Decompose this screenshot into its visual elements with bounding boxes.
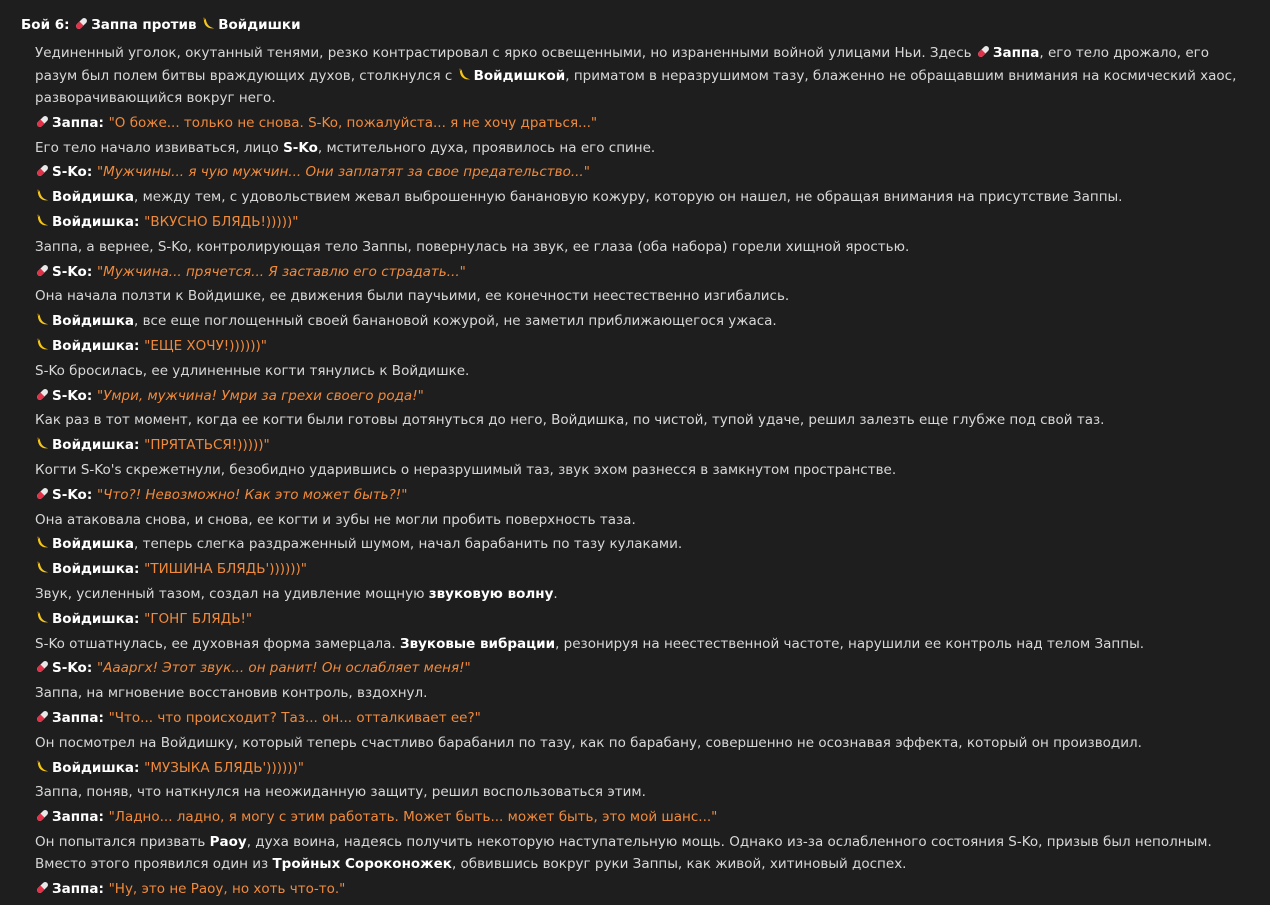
pill-icon (976, 44, 991, 59)
speaker-name: Войдишка (52, 561, 134, 578)
narration-text: Он посмотрел на Войдишку, который теперь счастливо барабанил по тазу, как по барабану, совершенно не осознавая эффекта, который он производил. (35, 734, 1142, 751)
speaker-colon: : (98, 881, 109, 898)
narration-text: S-Ko отшатнулась, ее духовная форма замерцала. (35, 635, 400, 652)
heading-fighter-a: Заппа (91, 17, 138, 33)
dialogue-quote: "Ну, это не Раоу, но хоть что-то." (108, 881, 346, 898)
emphasis-text: Войдишка (52, 189, 134, 206)
narration-text: , резонируя на неестественной частоте, нарушили ее контроль над телом Заппы. (555, 635, 1145, 652)
emphasis-text: Звуковые вибрации (399, 635, 556, 652)
pill-icon (35, 880, 50, 895)
dialogue-line (35, 211, 1250, 234)
pill-icon (35, 486, 50, 501)
speaker-name: Войдишка (52, 337, 134, 354)
narration-text: , между тем, с удовольствием жевал выброшенную банановую кожуру, которую он нашел, не обращая внимания на присутствие Заппы. (134, 189, 1123, 206)
pill-icon (35, 709, 50, 724)
narration-text: S-Ko бросилась, ее удлиненные когти тянулись к Войдишке. (35, 362, 470, 379)
speaker-colon: : (86, 263, 97, 280)
dialogue-quote: "Ладно... ладно, я могу с этим работать. Может быть... может быть, это мой шанс..." (108, 809, 718, 826)
banana-icon (35, 560, 50, 575)
dialogue-line (35, 434, 1250, 457)
narration-line (35, 42, 1250, 110)
dialogue-line (35, 806, 1250, 829)
pill-icon (35, 387, 50, 402)
narration-line (35, 186, 1250, 209)
narration-line (35, 509, 1250, 532)
dialogue-line (35, 657, 1250, 680)
speaker-colon: : (134, 213, 145, 230)
narration-line (35, 732, 1250, 755)
dialogue-quote: "ТИШИНА БЛЯДЬ'))))))" (144, 561, 307, 578)
speaker-name: S-Ko (52, 387, 87, 404)
narration-line (35, 682, 1250, 705)
banana-icon (35, 337, 50, 352)
speaker-name: S-Ko (52, 660, 87, 677)
banana-icon (35, 610, 50, 625)
dialogue-quote: "МУЗЫКА БЛЯДЬ'))))))" (144, 759, 304, 776)
narration-text: Заппа, поняв, что наткнулся на неожиданную защиту, решил воспользоваться этим. (35, 784, 646, 801)
narration-text: , мстительного духа, проявилось на его спине. (317, 139, 656, 156)
speaker-name: S-Ko (52, 263, 87, 280)
dialogue-line (35, 261, 1250, 284)
narration-line (35, 633, 1250, 656)
speaker-colon: : (134, 437, 145, 454)
speaker-colon: : (86, 387, 97, 404)
speaker-name: S-Ko (52, 164, 87, 181)
banana-icon (35, 436, 50, 451)
narration-text: Как раз в тот момент, когда ее когти были готовы дотянуться до него, Войдишка, по чистой, тупой удаче, решил залезть еще глубже под свой таз. (35, 412, 1105, 429)
narration-text: , теперь слегка раздраженный шумом, начал барабанить по тазу кулаками. (134, 536, 683, 553)
narration-line (35, 360, 1250, 383)
pill-icon (35, 659, 50, 674)
narration-line (35, 409, 1250, 432)
emphasis-text: Раоу (209, 833, 247, 850)
narration-text: , его тело дрожало, его разум был полем битвы враждующих духов, столкнулся с (35, 45, 1209, 84)
emphasis-text: S-Ko (283, 139, 318, 156)
dialogue-quote: "ГОНГ БЛЯДЬ!" (144, 610, 253, 627)
narration-line (35, 583, 1250, 606)
speaker-name: Войдишка (52, 610, 134, 627)
speaker-name: Войдишка (52, 759, 134, 776)
battle-heading (21, 14, 1250, 36)
dialogue-quote: "Аааргх! Этот звук... он ранит! Он ослабляет меня!" (96, 660, 471, 677)
dialogue-line (35, 112, 1250, 135)
banana-icon (201, 16, 216, 31)
dialogue-quote: "ПРЯТАТЬСЯ!)))))" (144, 437, 270, 454)
narration-text: , обвившись вокруг руки Заппы, как живой, хитиновый доспех. (451, 856, 907, 873)
narration-text: Звук, усиленный тазом, создал на удивление мощную (35, 585, 429, 602)
narration-text: Когти S-Ko's скрежетнули, безобидно ударившись о неразрушимый таз, звук эхом разнесся в замкнутом пространстве. (35, 461, 897, 478)
dialogue-line (35, 707, 1250, 730)
emphasis-text: Тройных Сороконожек (272, 856, 452, 873)
emphasis-text: Войдишкой (473, 67, 566, 84)
narration-text: Уединенный уголок, окутанный тенями, резко контрастировал с ярко освещенными, но израненными войной улицами Ньи. Здесь (35, 45, 976, 61)
banana-icon (35, 188, 50, 203)
emphasis-text: Войдишка (52, 313, 134, 330)
pill-icon (35, 808, 50, 823)
heading-versus: против (142, 17, 197, 33)
speaker-name: Заппа (52, 114, 99, 131)
dialogue-quote: "ВКУСНО БЛЯДЬ!)))))" (144, 213, 299, 230)
dialogue-line (35, 878, 1250, 901)
dialogue-quote: "ЕЩЕ ХОЧУ!))))))" (144, 337, 268, 354)
pill-icon (35, 263, 50, 278)
heading-fighter-b: Войдишки (218, 17, 301, 33)
dialogue-quote: "Что... что происходит? Таз... он... отталкивает ее?" (108, 709, 481, 726)
heading-prefix: Бой 6: (21, 17, 70, 33)
dialogue-quote: "О боже... только не снова. S-Ko, пожалуйста... я не хочу драться..." (108, 114, 598, 131)
emphasis-text: Войдишка (52, 536, 134, 553)
speaker-name: Заппа (52, 881, 99, 898)
narration-text: . (553, 585, 558, 602)
dialogue-line (35, 484, 1250, 507)
dialogue-line (35, 608, 1250, 631)
pill-icon (74, 16, 89, 31)
banana-icon (35, 535, 50, 550)
pill-icon (35, 163, 50, 178)
banana-icon (35, 213, 50, 228)
dialogue-line (35, 757, 1250, 780)
narration-line (35, 285, 1250, 308)
speaker-colon: : (98, 709, 109, 726)
narration-line (35, 781, 1250, 804)
narration-text: , все еще поглощенный своей банановой кожурой, не заметил приближающегося ужаса. (134, 313, 777, 330)
dialogue-quote: "Мужчина... прячется... Я заставлю его страдать..." (96, 263, 466, 280)
emphasis-text: звуковую волну (428, 585, 554, 602)
narration-line (35, 137, 1250, 160)
narration-text: Она атаковала снова, и снова, ее когти и зубы не могли пробить поверхность таза. (35, 511, 636, 528)
banana-icon (35, 759, 50, 774)
narration-text: Она начала ползти к Войдишке, ее движения были паучьими, ее конечности неестественно изгибались. (35, 288, 790, 305)
speaker-name: Заппа (52, 809, 99, 826)
speaker-colon: : (134, 561, 145, 578)
speaker-name: Войдишка (52, 213, 134, 230)
speaker-name: Войдишка (52, 437, 134, 454)
narration-line (35, 459, 1250, 482)
narration-text: Заппа, а вернее, S-Ko, контролирующая тело Заппы, повернулась на звук, ее глаза (оба набора) горели хищной яростью. (35, 238, 910, 255)
speaker-colon: : (134, 610, 145, 627)
speaker-colon: : (86, 660, 97, 677)
dialogue-quote: "Что?! Невозможно! Как это может быть?!" (96, 486, 408, 503)
narration-text: Его тело начало извиваться, лицо (35, 139, 284, 156)
dialogue-quote: "Мужчины... я чую мужчин... Они заплатят за свое предательство..." (96, 164, 590, 181)
narration-text: Заппа, на мгновение восстановив контроль, вздохнул. (35, 685, 428, 702)
narration-text: , духа воина, надеясь получить некоторую наступательную мощь. Однако из-за ослабленного состояния S-Ko, призыв был неполным. Вместо этого проявился один из (35, 833, 1212, 873)
narration-line (35, 831, 1250, 876)
dialogue-line (35, 558, 1250, 581)
speaker-name: Заппа (52, 709, 99, 726)
dialogue-line (35, 161, 1250, 184)
narration-text: Он попытался призвать (35, 833, 210, 850)
speaker-colon: : (86, 486, 97, 503)
emphasis-text: Заппа (992, 45, 1040, 61)
speaker-colon: : (98, 114, 109, 131)
banana-icon (457, 67, 472, 82)
narration-line (35, 310, 1250, 333)
narration-line (35, 533, 1250, 556)
speaker-name: S-Ko (52, 486, 87, 503)
banana-icon (35, 312, 50, 327)
narration-text: , приматом в неразрушимом тазу, блаженно не обращавшим внимания на космический хаос, разворачивающийся вокруг него. (35, 67, 1237, 106)
pill-icon (35, 114, 50, 129)
dialogue-line (35, 385, 1250, 408)
speaker-colon: : (134, 337, 145, 354)
dialogue-line (35, 335, 1250, 358)
narration-line (35, 236, 1250, 259)
speaker-colon: : (98, 809, 109, 826)
speaker-colon: : (134, 759, 145, 776)
speaker-colon: : (86, 164, 97, 181)
dialogue-quote: "Умри, мужчина! Умри за грехи своего рода!" (96, 387, 424, 404)
log-lines (35, 42, 1250, 901)
